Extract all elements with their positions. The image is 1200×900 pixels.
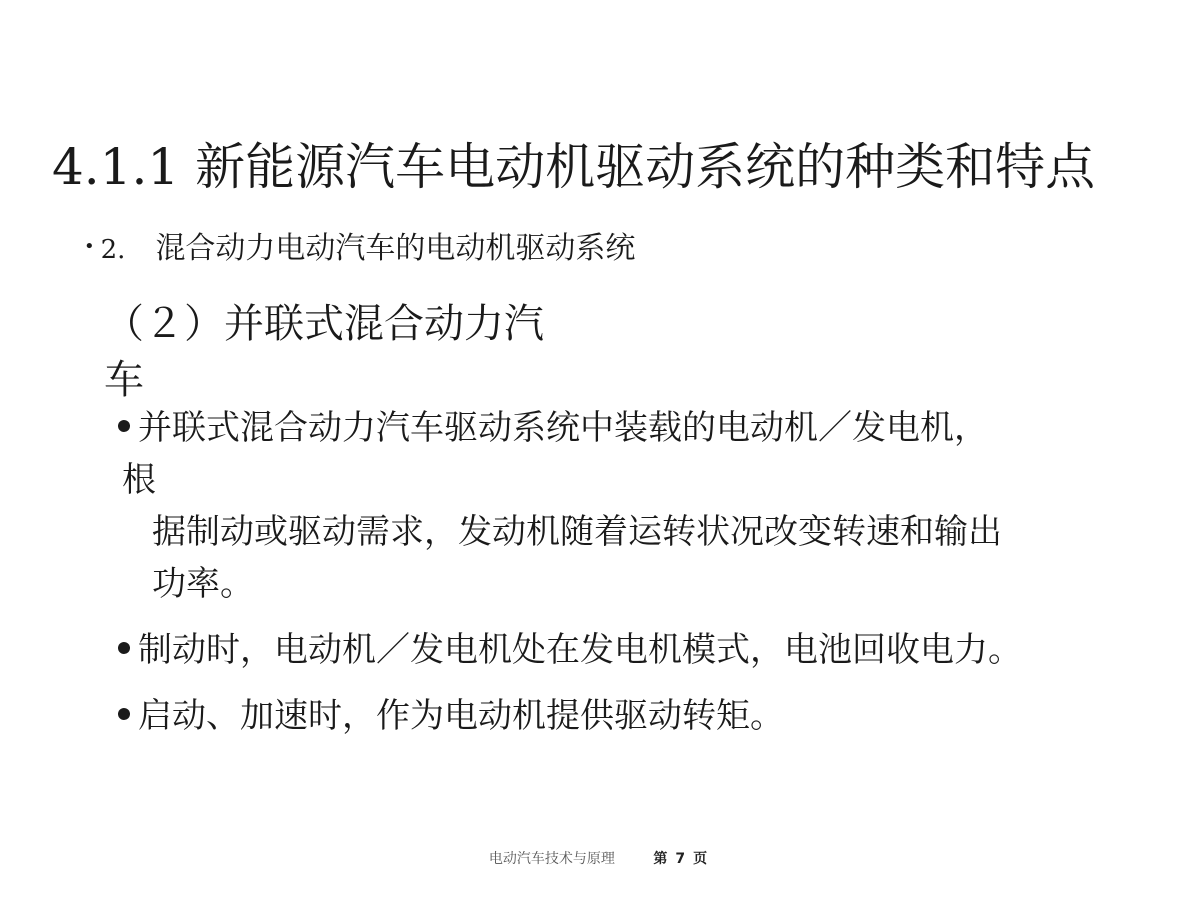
bullet-dot-icon: [118, 642, 130, 654]
bullet-text: 启动、加速时，作为电动机提供驱动转矩。: [138, 696, 784, 736]
bullet-dot-icon: [118, 420, 130, 432]
course-name: 电动汽车技术与原理: [488, 851, 615, 867]
bullet-text: 功率。: [152, 564, 254, 604]
bullet-dot-icon: •: [84, 236, 95, 257]
slide-title: 4.1.1 新能源汽车电动机驱动系统的种类和特点: [52, 138, 1096, 196]
subheading-line1: （２）并联式混合动力汽: [104, 301, 544, 347]
subheading: [104, 296, 624, 408]
slide-footer: [0, 848, 1200, 868]
level1-text: 混合动力电动汽车的电动机驱动系统: [155, 231, 636, 266]
bullet-dot-icon: [118, 708, 130, 720]
page-number-value: 7: [675, 851, 686, 867]
bullet-item: [118, 402, 1178, 610]
bullet-list: [118, 402, 1178, 742]
bullet-item: [118, 690, 1178, 742]
bullet-text: 据制动或驱动需求，发动机随着运转状况改变转速和输出: [152, 512, 1002, 552]
level1-number: 2.: [100, 235, 126, 265]
page-suffix: 页: [693, 851, 708, 867]
page-prefix: 第: [653, 851, 668, 867]
level1-bullet: [84, 228, 635, 271]
bullet-text: 并联式混合动力汽车驱动系统中装载的电动机／发电机，: [138, 408, 988, 448]
subheading-line2: 车: [104, 357, 144, 403]
bullet-line: [118, 402, 1178, 454]
bullet-item: [118, 624, 1178, 676]
bullet-text: 制动时，电动机／发电机处在发电机模式，电池回收电力。: [138, 630, 1022, 670]
bullet-text: 根: [122, 460, 156, 500]
page-number: [649, 851, 711, 867]
